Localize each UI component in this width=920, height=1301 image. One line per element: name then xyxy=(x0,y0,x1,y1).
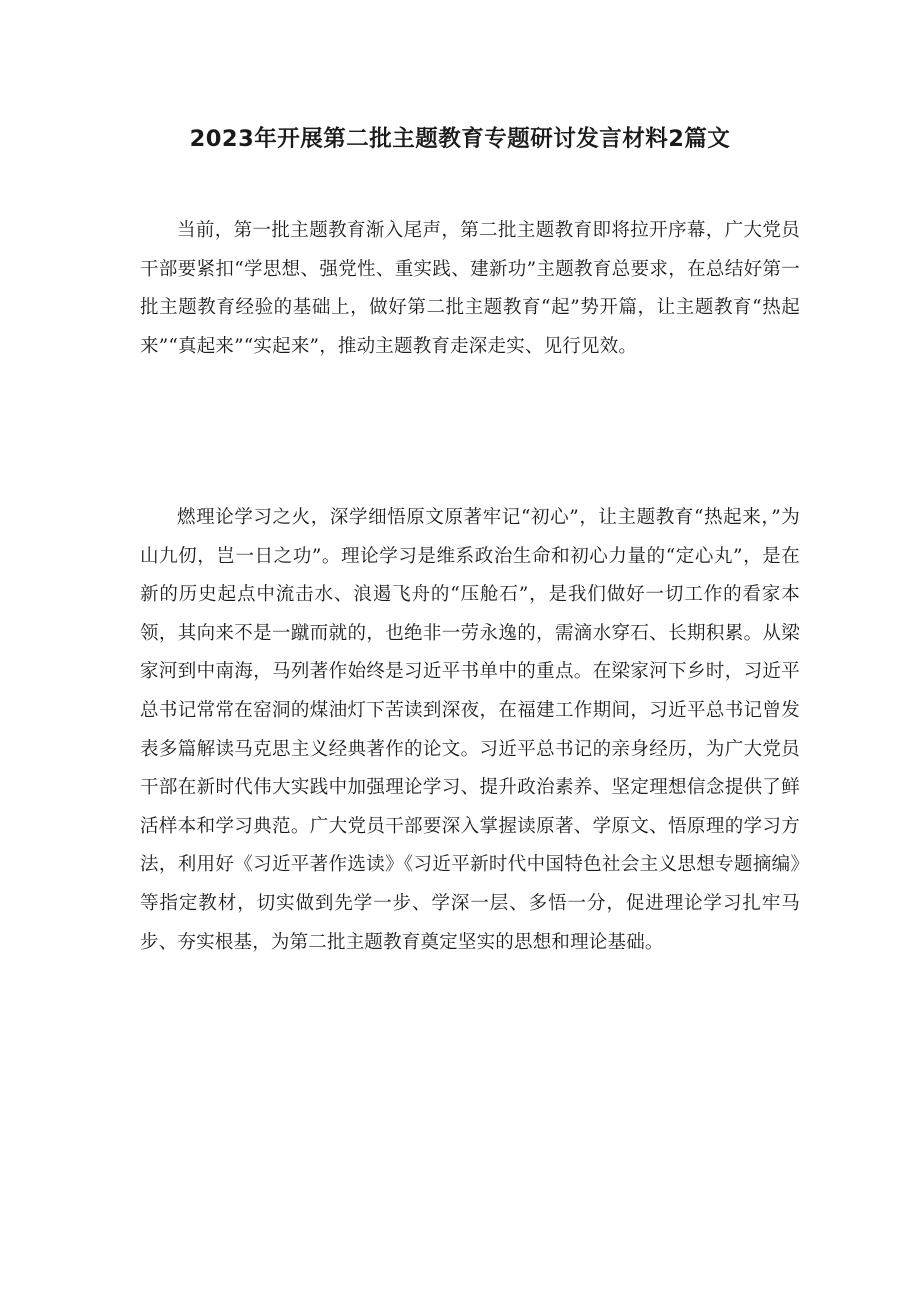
paragraph-theory-study: 燃理论学习之火，深学细悟原文原著牢记“初心”，让主题教育“热起来，”为山九仞，岂一日之功”。理论学习是维系政治生命和初心力量的“定心丸”，是在新的历史起点中流击水、浪遏飞舟的“压舱石”，是我们做好一切工作的看家本领，其向来不是一蹴而就的，也绝非一劳永逸的，需滴水穿石、长期积累。从梁家河到中南海，马列著作始终是习近平书单中的重点。在梁家河下乡时，习近平总书记常常在窑洞的煤油灯下苦读到深夜，在福建工作期间，习近平总书记曾发表多篇解读马克思主义经典著作的论文。习近平总书记的亲身经历，为广大党员干部在新时代伟大实践中加强理论学习、提升政治素养、坚定理想信念提供了鲜活样本和学习典范。广大党员干部要深入掌握读原著、学原文、悟原理的学习方法，利用好《习近平著作选读》《习近平新时代中国特色社会主义思想专题摘编》等指定教材，切实做到先学一步、学深一层、多悟一分，促进理论学习扎牢马步、夯实根基，为第二批主题教育奠定坚实的思想和理论基础。 xyxy=(140,507,800,953)
document-title: 2023年开展第二批主题教育专题研讨发言材料2篇文 xyxy=(189,126,731,152)
paragraph-intro: 当前，第一批主题教育渐入尾声，第二批主题教育即将拉开序幕，广大党员干部要紧扣“学思想、强党性、重实践、建新功”主题教育总要求，在总结好第一批主题教育经验的基础上，做好第二批主题教育“起”势开篇，让主题教育“热起来”“真起来”“实起来”，推动主题教育走深走实、见行见效。 xyxy=(140,220,800,357)
